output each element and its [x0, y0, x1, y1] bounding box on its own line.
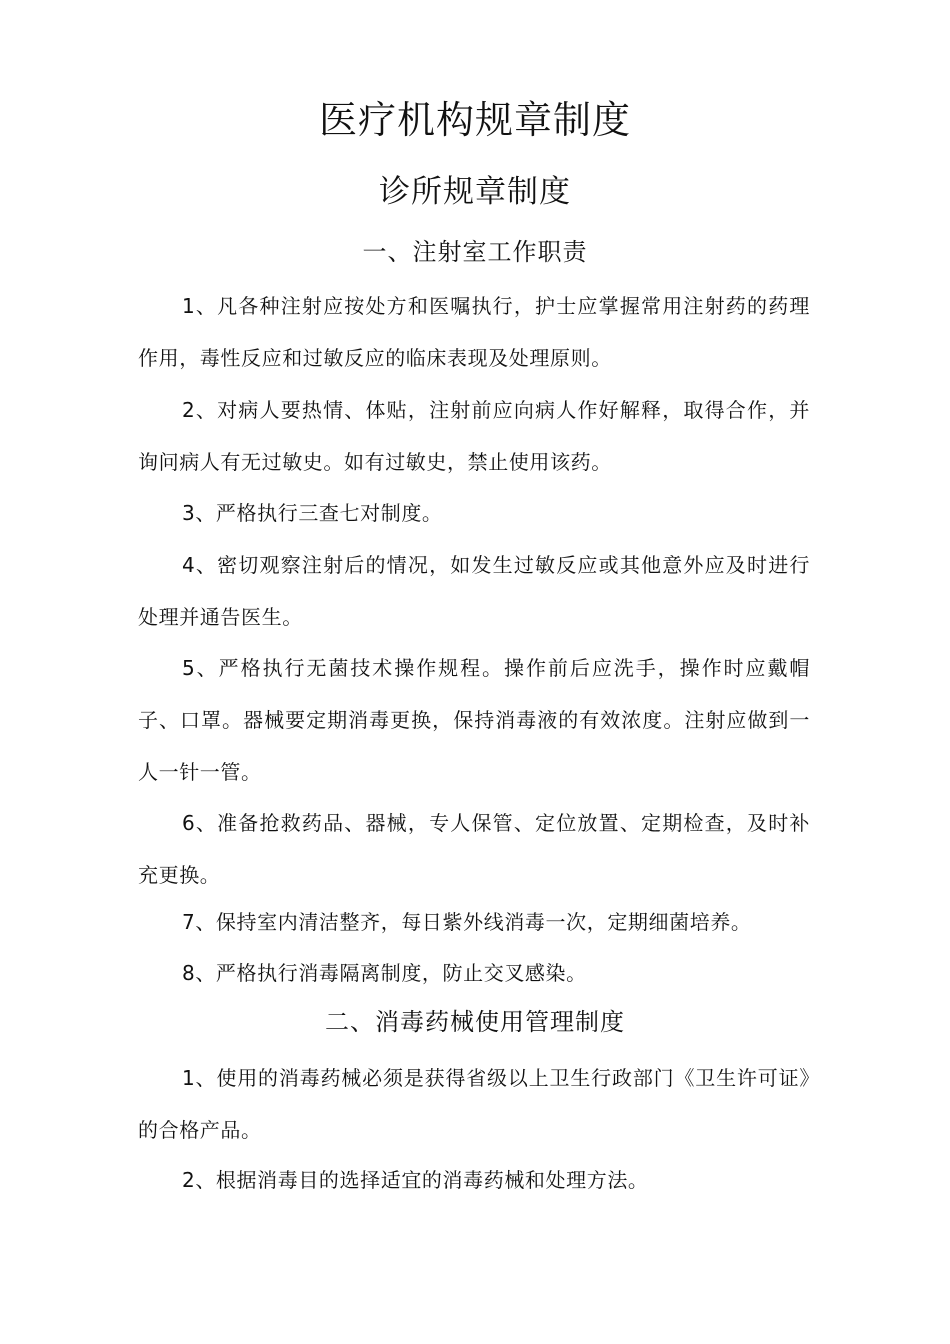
- paragraph-injection-5: 5、严格执行无菌技术操作规程。操作前后应洗手，操作时应戴帽子、口罩。器械要定期消毒更换，保持消毒液的有效浓度。注射应做到一人一针一管。: [138, 656, 810, 784]
- paragraph-injection-7: 7、保持室内清洁整齐，每日紫外线消毒一次，定期细菌培养。: [182, 910, 752, 934]
- paragraph-injection-6: 6、准备抢救药品、器械，专人保管、定位放置、定期检查，及时补充更换。: [138, 811, 810, 887]
- document-title: 医疗机构规章制度: [318, 98, 631, 142]
- paragraph-injection-8: 8、严格执行消毒隔离制度，防止交叉感染。: [182, 961, 587, 985]
- paragraph-injection-1: 1、凡各种注射应按处方和医嘱执行，护士应掌握常用注射药的药理作用，毒性反应和过敏反应的临床表现及处理原则。: [138, 294, 810, 370]
- paragraph-injection-3: 3、严格执行三查七对制度。: [182, 501, 443, 525]
- document-subtitle: 诊所规章制度: [379, 174, 571, 210]
- paragraph-injection-4: 4、密切观察注射后的情况，如发生过敏反应或其他意外应及时进行处理并通告医生。: [138, 553, 810, 629]
- paragraph-disinfection-1: 1、使用的消毒药械必须是获得省级以上卫生行政部门《卫生许可证》的合格产品。: [138, 1066, 810, 1142]
- section-heading-disinfection: 二、消毒药械使用管理制度: [325, 1008, 625, 1036]
- section-heading-injection-room: 一、注射室工作职责: [362, 238, 588, 266]
- paragraph-injection-2: 2、对病人要热情、体贴，注射前应向病人作好解释，取得合作，并询问病人有无过敏史。如有过敏史，禁止使用该药。: [138, 398, 810, 474]
- paragraph-disinfection-2: 2、根据消毒目的选择适宜的消毒药械和处理方法。: [182, 1168, 649, 1192]
